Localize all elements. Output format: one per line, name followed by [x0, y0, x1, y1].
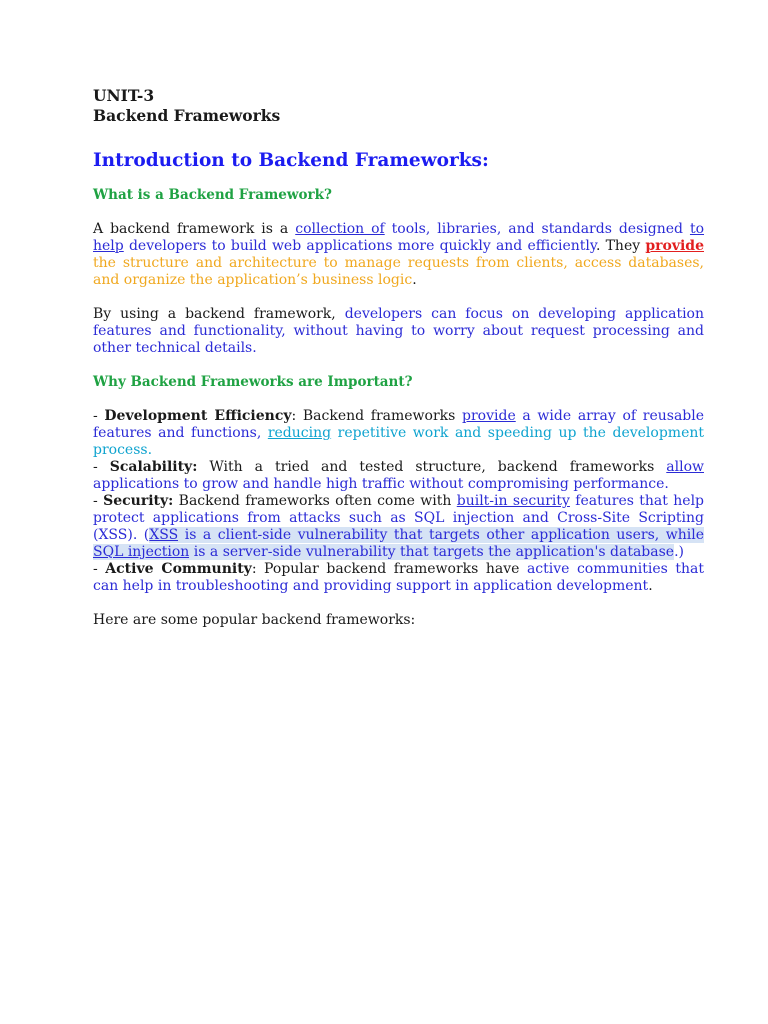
text-run: repetitive work and speeding up the development process. [93, 425, 704, 458]
intro-paragraph [93, 221, 704, 289]
highlighted-text-run: is a server-side vulnerability that targets the application's database [189, 544, 675, 560]
underlined-phrase: collection of [295, 221, 385, 237]
importance-list [93, 408, 704, 595]
list-item-scalability [93, 459, 704, 493]
text-run: applications to grow and handle high traffic without compromising performance. [93, 476, 669, 492]
list-item-title: Security: [103, 493, 174, 509]
text-run: . [648, 578, 653, 594]
framework-benefit-paragraph [93, 306, 704, 357]
text-run: : Popular backend frameworks have [251, 561, 527, 577]
list-item-security [93, 493, 704, 561]
list-item-title: Development Efficiency [104, 408, 292, 424]
underlined-phrase: provide [462, 408, 516, 424]
list-dash: - [93, 493, 104, 509]
text-run: A backend framework is a [93, 221, 296, 237]
underlined-phrase: built-in security [456, 493, 570, 509]
page-title: Introduction to Backend Frameworks: [93, 150, 489, 171]
list-item-title: Active Community [105, 561, 252, 577]
list-item-title: Scalability: [109, 459, 198, 475]
list-item-development-efficiency [93, 408, 704, 459]
unit-name: Backend Frameworks [93, 105, 281, 125]
emphasized-word: provide [645, 238, 704, 254]
text-run: By using a backend framework, [93, 306, 345, 322]
text-run: active communities that can help in troubleshooting and providing support in application development [93, 561, 704, 594]
unit-number: UNIT-3 [93, 86, 155, 105]
section-heading-why-important: Why Backend Frameworks are Important? [93, 374, 413, 390]
underlined-phrase: to help [93, 221, 705, 254]
text-run: . [412, 272, 417, 288]
list-item-active-community [93, 561, 704, 595]
text-run: . They [595, 238, 646, 254]
unit-label [93, 86, 704, 125]
popular-frameworks-intro: Here are some popular backend frameworks: [93, 612, 416, 628]
section-heading-what-is: What is a Backend Framework? [93, 187, 332, 203]
text-run: the structure and architecture to manage requests from clients, access databases, and organize the application’s business logic [93, 255, 704, 288]
text-run: developers to build web applications more quickly and efficiently [123, 238, 596, 254]
text-run: a wide array of reusable features and functions, [93, 408, 705, 441]
document-page [93, 86, 704, 629]
highlighted-underlined-phrase: XSS [149, 527, 179, 543]
highlighted-text-run: is a client-side vulnerability that targets other application users, while [178, 527, 704, 543]
text-run: With a tried and tested structure, backend frameworks [197, 459, 667, 475]
list-dash: - [93, 408, 105, 424]
highlighted-underlined-phrase: SQL injection [93, 544, 190, 560]
underlined-phrase: allow [666, 459, 704, 475]
underlined-phrase: reducing [267, 425, 332, 441]
text-run: : Backend frameworks [291, 408, 463, 424]
text-run: .) [674, 544, 684, 560]
text-run: developers can focus on developing application features and functionality, without having to worry about request processing and other technical details. [93, 306, 704, 356]
text-run: features that help protect applications from attacks such as SQL injection and Cross-Site Scripting (XSS). ( [93, 493, 705, 543]
list-dash: - [93, 561, 106, 577]
text-run: tools, libraries, and standards designed [384, 221, 690, 237]
text-run: Backend frameworks often come with [173, 493, 457, 509]
list-dash: - [93, 459, 110, 475]
